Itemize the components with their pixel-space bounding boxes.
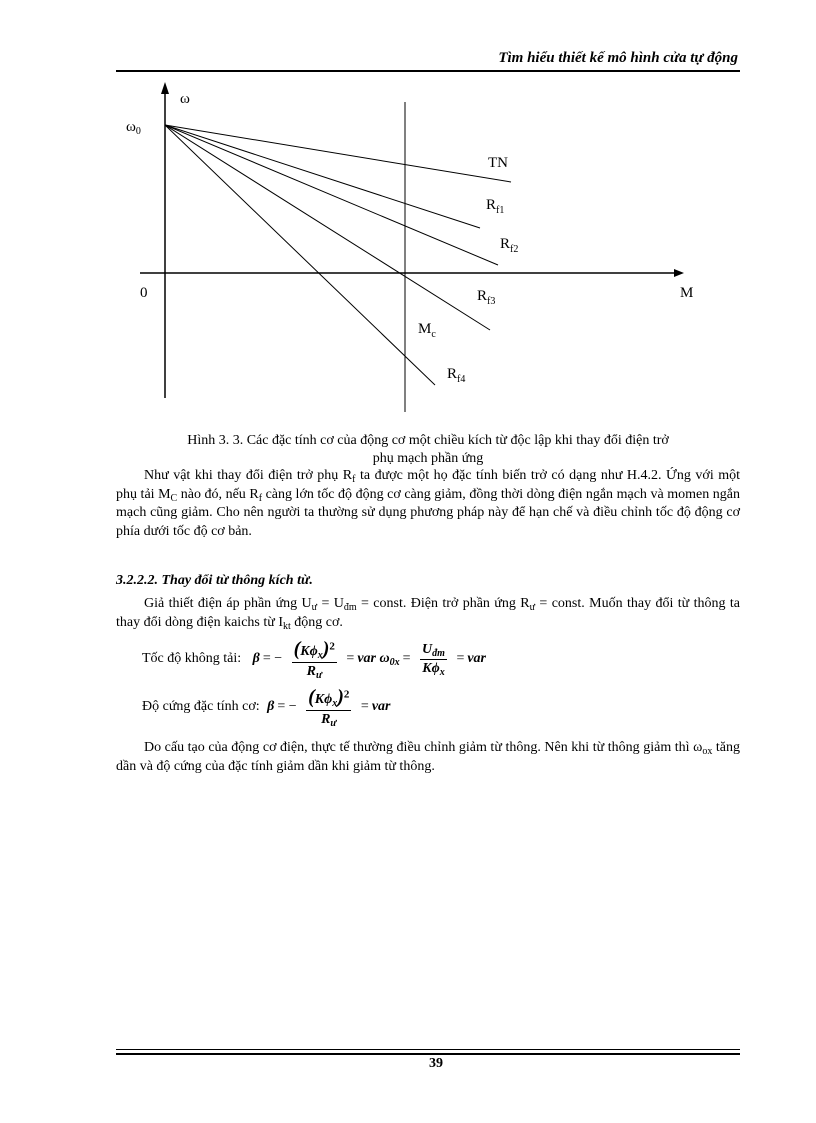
paragraph-flux-conclusion: Do cấu tạo của động cơ điện, thực tế thường điều chỉnh giảm từ thông. Nên khi từ thông giảm thì $\omega_{ox}$ tăng dần và độ cứng của đặc tính giảm dần khi giảm từ thông.: [116, 740, 740, 774]
formula2-fraction: $\frac{(K\phi_x)^2}{R_ư}$: [308, 686, 350, 729]
formula-no-load-speed: Tốc độ không tải: β = − $\frac{(K\phi_x)^2}{R_ư}$ = var $\omega_{0x}$ = $\frac{U_{đm}}{K\phi_x}$ = var: [142, 638, 487, 681]
curve-line-rf4: [165, 125, 435, 385]
formula-stiffness: Độ cứng đặc tính cơ: β = − $\frac{(K\phi_x)^2}{R_ư}$ = var: [142, 686, 391, 729]
header-title: Tìm hiểu thiết kế mô hình cửa tự động: [498, 50, 738, 66]
formula1-label: Tốc độ không tải:: [142, 651, 242, 666]
curve-line-rf1: [165, 125, 480, 228]
x-axis-arrow: [674, 269, 684, 277]
paragraph-flux-assumption: Giả thiết điện áp phần ứng $U_ư = U_{đm}$ = const. Điện trở phần ứng $R_ư$ = const. Muốn thay đổi từ thông ta thay đổi dòng điện kaichs từ $I_{kt}$ động cơ.: [116, 596, 740, 632]
y-axis-arrow: [161, 82, 169, 94]
figure-caption: [116, 432, 740, 468]
curve-label-rf4: $R_{f4}$: [447, 366, 466, 385]
formula1-fraction-omega: $\frac{U_{đm}}{K\phi_x}$: [422, 641, 445, 678]
paragraph-rf-effect: Như vật khi thay đổi điện trở phụ $R_f$ ta được một họ đặc tính biến trở có dạng như H.4.2. Ứng với một phụ tải $M_C$ nào đó, nếu $R_f$ càng lớn tốc độ động cơ càng giảm, đồng thời dòng điện ngắn mạch và momen ngắn mạch cũng giảm. Cho nên người ta thường sử dụng phương pháp này để hạn chế và điều chỉnh tốc độ động cơ phía dưới tốc độ cơ bản.: [116, 468, 740, 539]
omega0-label: $\omega_0$: [126, 119, 141, 137]
curve-line-tn: [165, 125, 511, 182]
section-heading: 3.2.2.2. Thay đổi từ thông kích từ.: [116, 573, 313, 588]
footer-rule-thin: [116, 1049, 740, 1050]
curve-label-rf1: $R_{f1}$: [486, 197, 505, 216]
x-axis-label: M: [680, 285, 694, 301]
curve-line-rf3: [165, 125, 490, 330]
curve-line-rf2: [165, 125, 498, 265]
curve-label-rf3: $R_{f3}$: [477, 288, 496, 307]
curve-label-tn: TN: [488, 155, 508, 171]
y-axis-label: ω: [180, 91, 190, 107]
formula2-label: Độ cứng đặc tính cơ:: [142, 699, 260, 714]
caption-line-2: phụ mạch phần ứng: [372, 451, 484, 466]
curve-label-rf2: $R_{f2}$: [500, 236, 519, 255]
page-number: 39: [429, 1056, 443, 1071]
mc-label: $M_c$: [418, 321, 436, 340]
caption-line-1: Hình 3. 3. Các đặc tính cơ của động cơ một chiều kích từ độc lập khi thay đổi điện trở: [187, 433, 669, 448]
formula1-fraction-beta: $\frac{(K\phi_x)^2}{R_ư}$: [293, 638, 335, 681]
origin-label: 0: [140, 285, 148, 301]
footer-rule-thick: [116, 1053, 740, 1055]
mechanical-characteristic-figure: [0, 0, 816, 430]
